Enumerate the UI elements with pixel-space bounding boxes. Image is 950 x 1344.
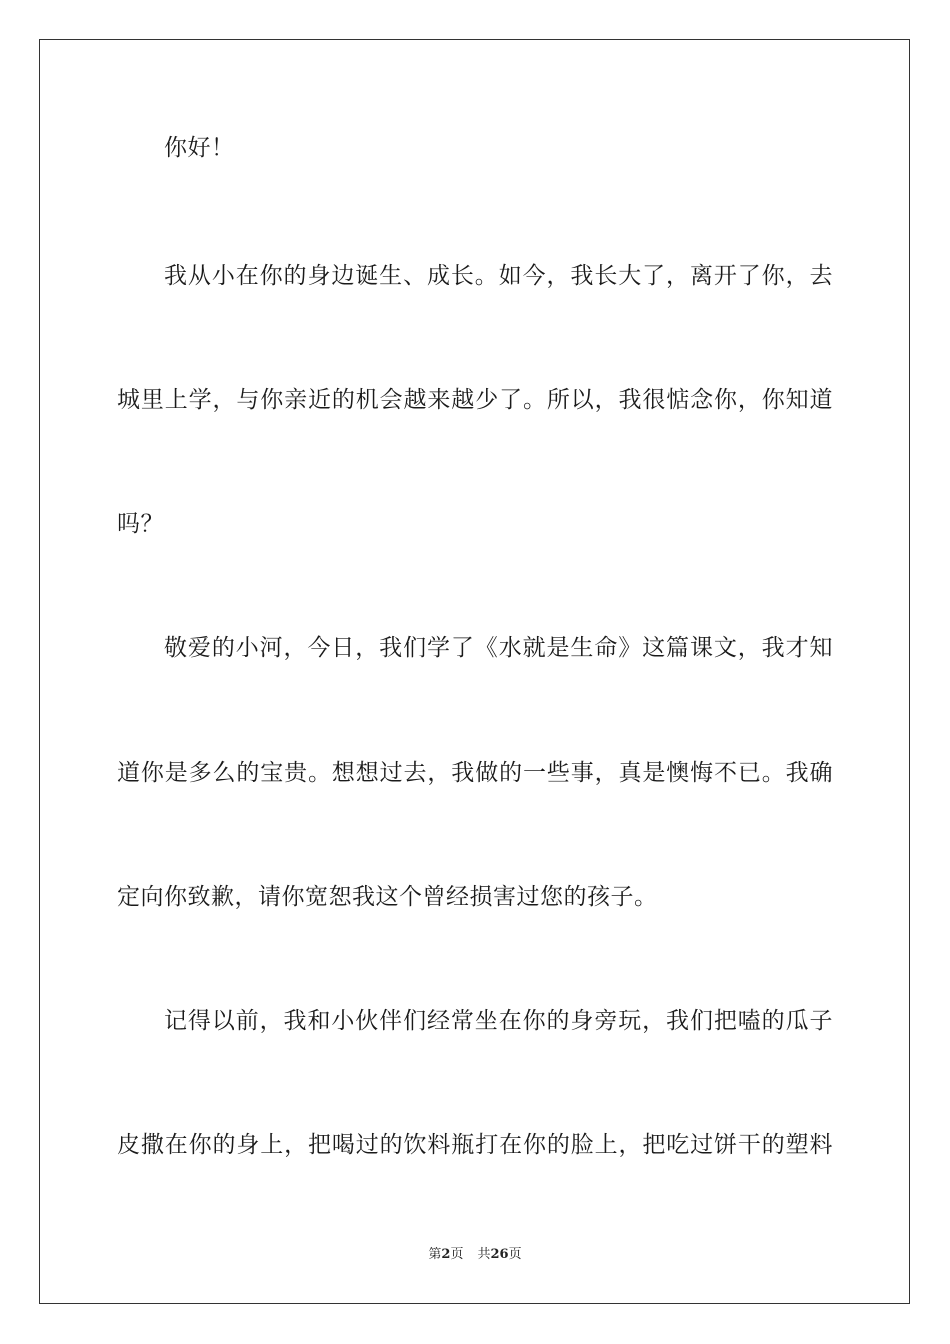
paragraph-2-line-3: 定向你致歉，请你宽恕我这个曾经损害过您的孩子。 <box>117 884 658 910</box>
page-border <box>39 39 910 1304</box>
total-prefix: 共 <box>477 1247 491 1262</box>
greeting-line: 你好！ <box>164 135 235 161</box>
paragraph-2-line-2: 道你是多么的宝贵。想想过去，我做的一些事，真是懊悔不已。我确 <box>117 760 833 786</box>
page-footer <box>0 1246 950 1264</box>
total-pages: 26 <box>490 1247 509 1262</box>
page-number: 2 <box>441 1247 451 1262</box>
paragraph-1-line-3: 吗？ <box>117 511 164 537</box>
page-suffix: 页 <box>450 1247 464 1262</box>
paragraph-1-line-1: 我从小在你的身边诞生、成长。如今，我长大了，离开了你，去 <box>164 263 833 289</box>
total-suffix: 页 <box>508 1247 522 1262</box>
paragraph-2-line-1: 敬爱的小河，今日，我们学了《水就是生命》这篇课文，我才知 <box>164 635 833 661</box>
paragraph-3-line-1: 记得以前，我和小伙伴们经常坐在你的身旁玩，我们把嗑的瓜子 <box>164 1008 833 1034</box>
paragraph-3-line-2: 皮撒在你的身上，把喝过的饮料瓶打在你的脸上，把吃过饼干的塑料 <box>117 1132 833 1158</box>
paragraph-1-line-2: 城里上学，与你亲近的机会越来越少了。所以，我很惦念你，你知道 <box>117 387 833 413</box>
page-prefix: 第 <box>428 1247 442 1262</box>
